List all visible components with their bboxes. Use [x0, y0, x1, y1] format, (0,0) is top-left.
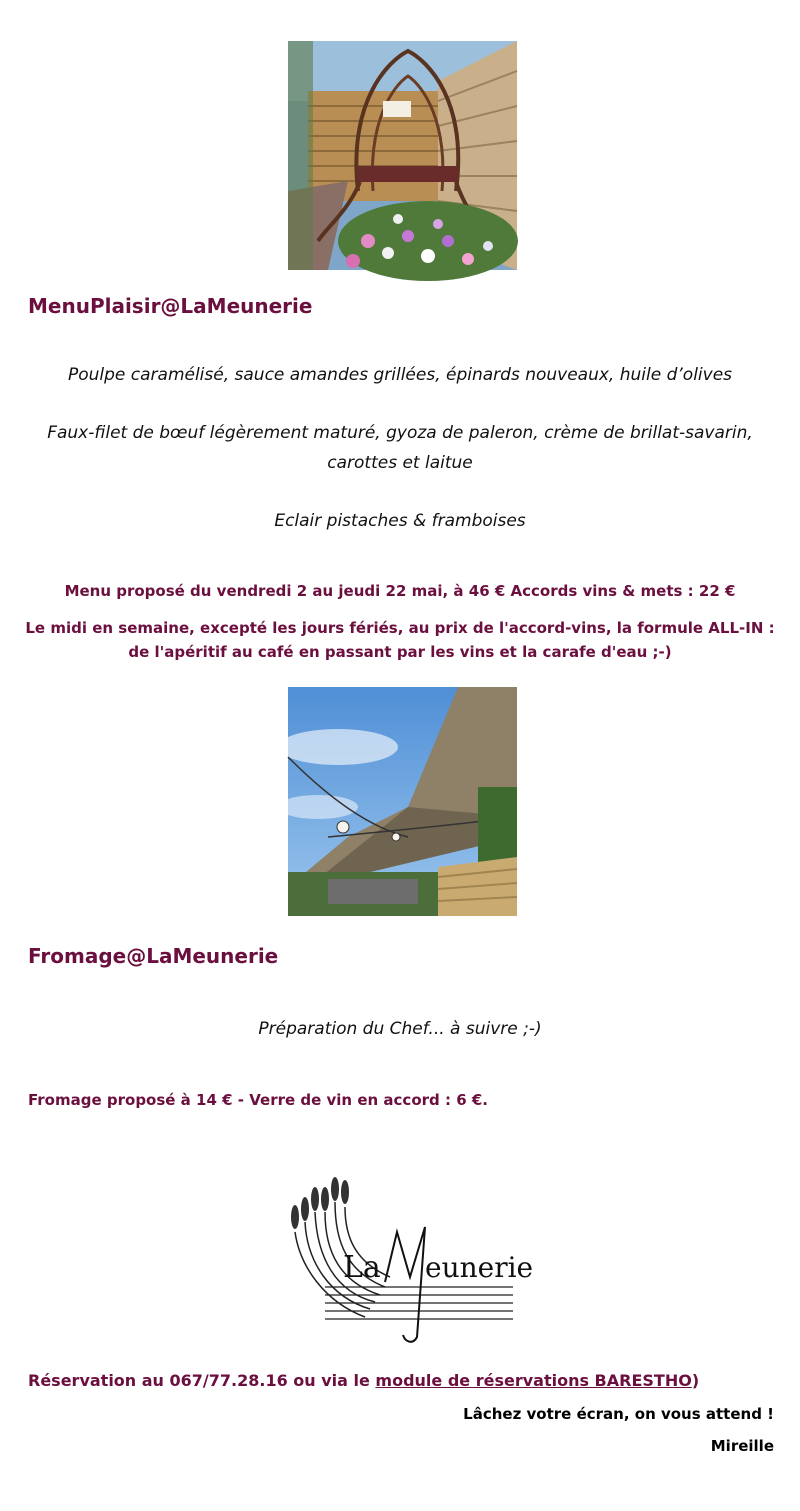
barestho-reservation-link[interactable]: module de réservations BARESTHO [375, 1371, 692, 1390]
fromage-offer-text: Fromage proposé à 14 € - Verre de vin en accord : 6 €. [28, 1091, 488, 1109]
terrace-photo [288, 687, 517, 916]
dish-fromage: Préparation du Chef... à suivre ;-) [258, 1019, 542, 1039]
la-meunerie-logo [285, 1177, 534, 1345]
reservation-line [28, 1369, 699, 1393]
dish-starter: Poulpe caramélisé, sauce amandes grillées, épinards nouveaux, huile d’olives [67, 365, 733, 385]
reservation-prefix: Réservation au 067/77.28.16 ou via le [28, 1371, 376, 1390]
svg-text:eunerie: eunerie [425, 1251, 534, 1284]
menu-section-title: MenuPlaisir@LaMeunerie [28, 294, 313, 318]
lunch-offer-text: Le midi en semaine, excepté les jours fériés, au prix de l'accord-vins, la formule ALL-IN : de l'apéritif au café en passant par les vins et la carafe d'eau ;-) [25, 619, 775, 661]
svg-text:La: La [343, 1250, 381, 1285]
signoff-message: Lâchez votre écran, on vous attend ! [463, 1405, 774, 1423]
reservation-suffix: ) [691, 1371, 700, 1390]
dish-main: Faux-filet de bœuf légèrement maturé, gyoza de paleron, crème de brillat-savarin, carottes et laitue [47, 423, 753, 473]
dish-dessert: Eclair pistaches & framboises [274, 511, 526, 531]
fromage-section-title: Fromage@LaMeunerie [28, 944, 279, 968]
signature: Mireille [710, 1437, 774, 1455]
garden-photo [288, 41, 517, 270]
menu-offer-text: Menu proposé du vendredi 2 au jeudi 22 mai, à 46 € Accords vins & mets : 22 € [64, 582, 736, 600]
